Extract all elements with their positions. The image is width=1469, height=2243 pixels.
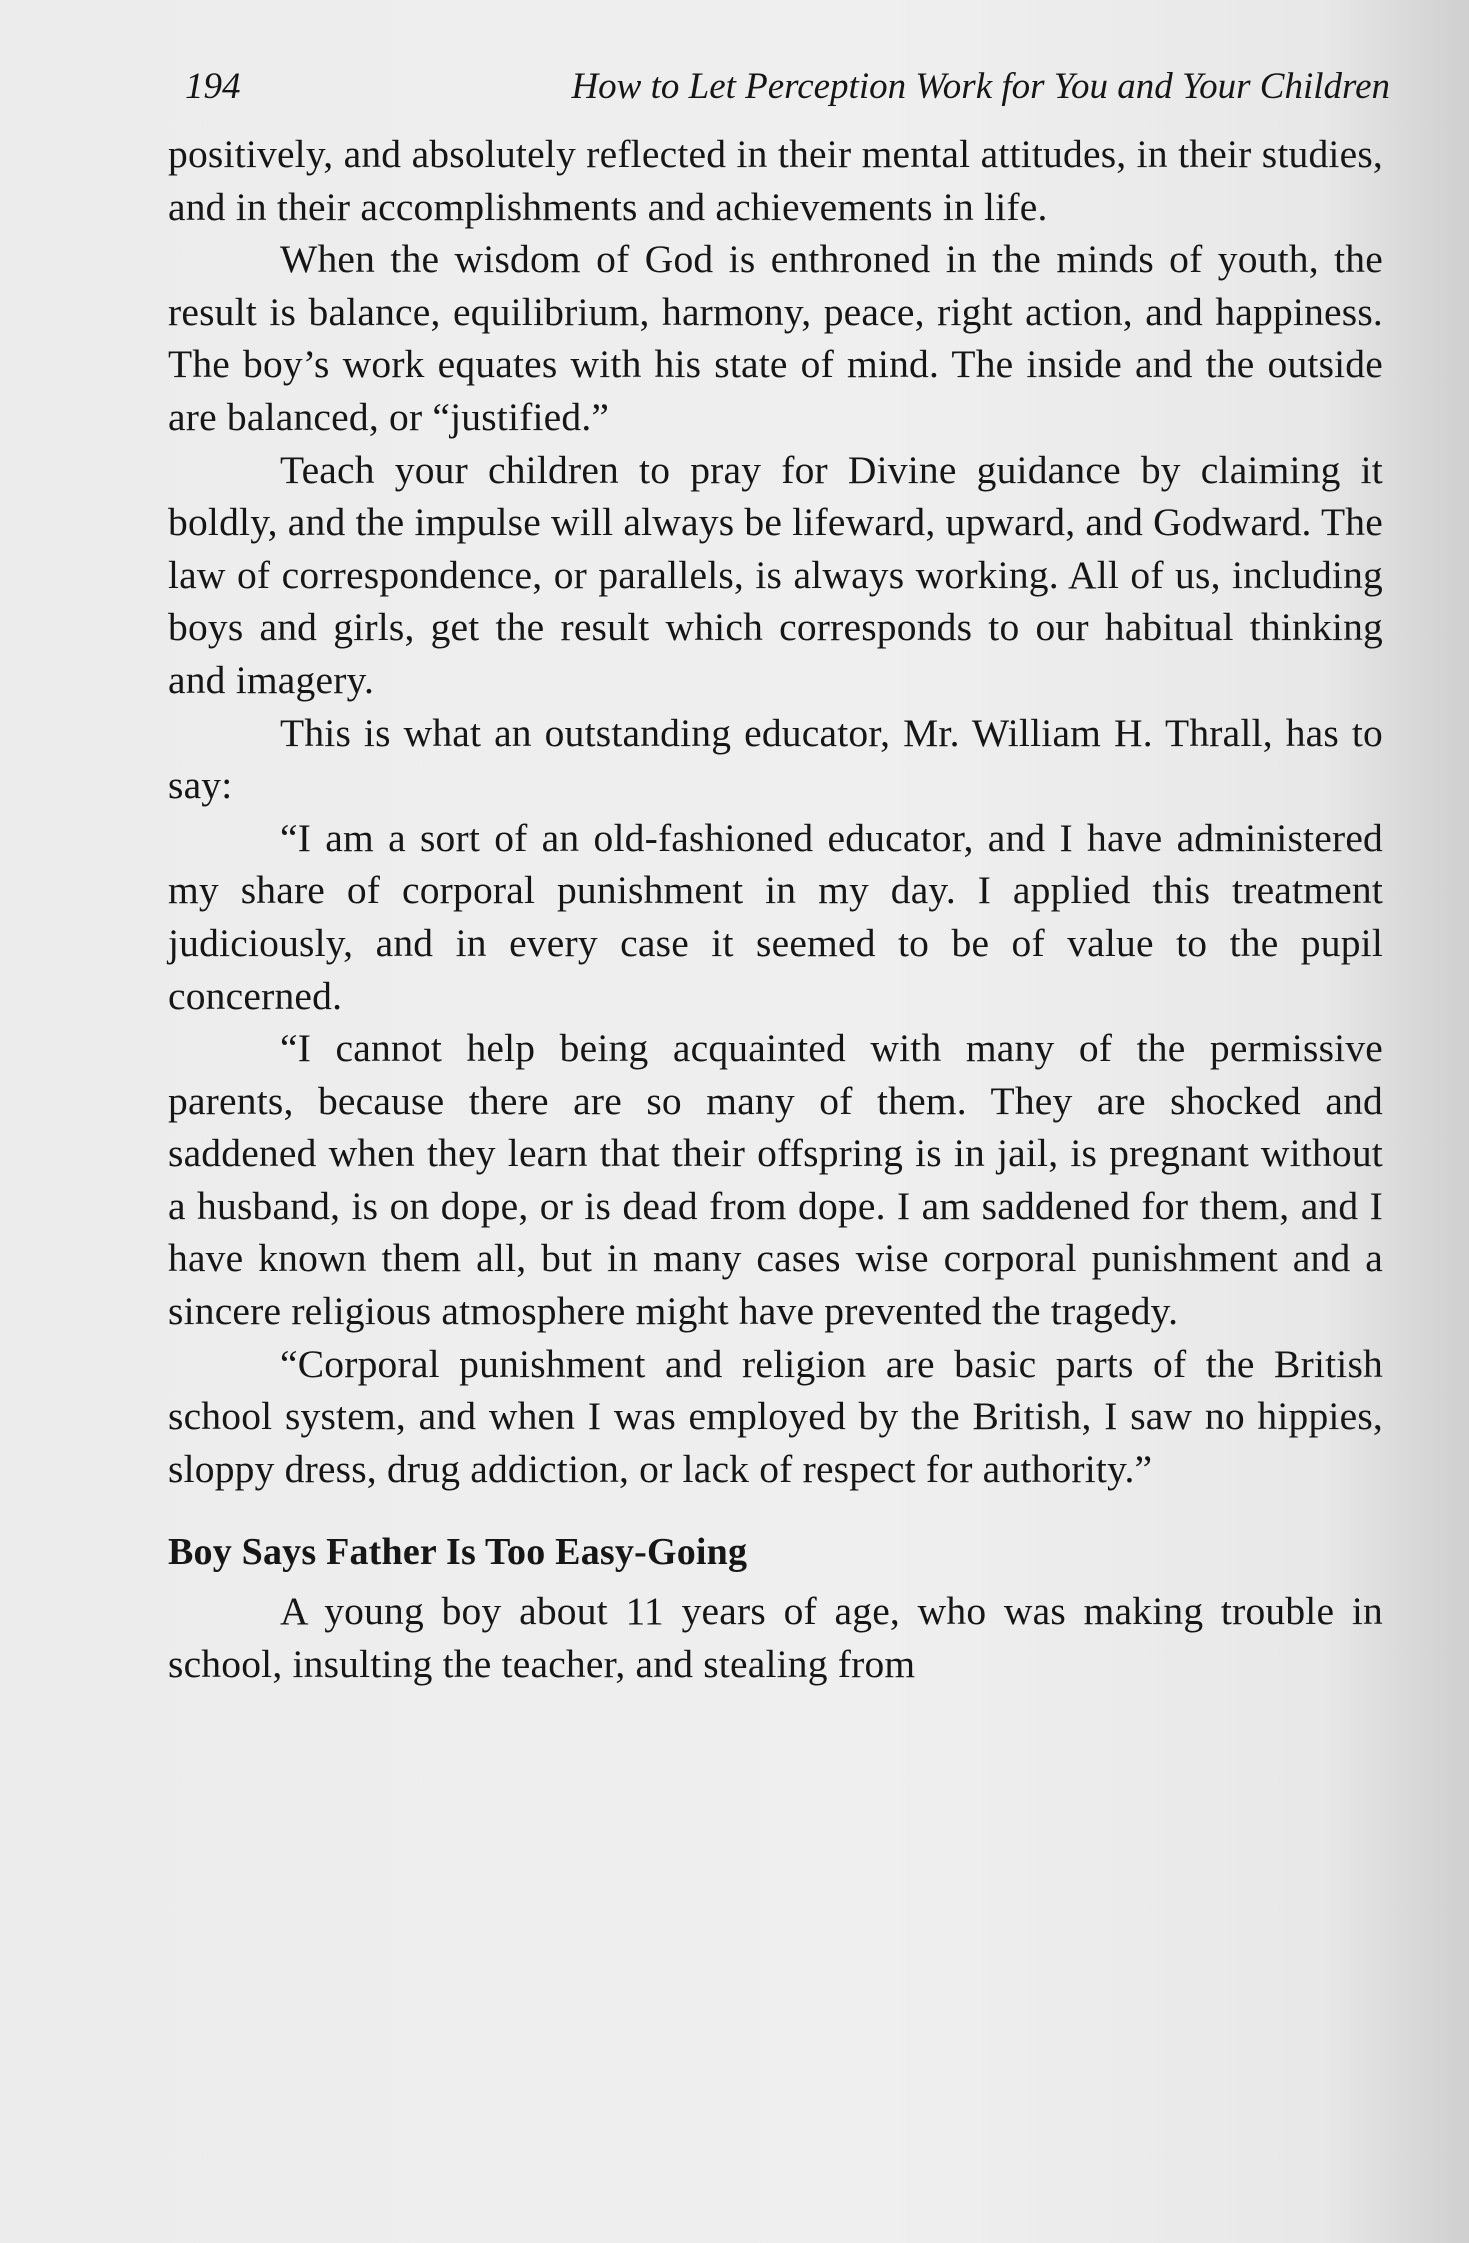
quote-paragraph: “Corporal punishment and religion are basic parts of the British school system, and when I was employed by the British, I saw no hippies, sloppy dress, drug addiction, or lack of respect for authority.”: [168, 1341, 1383, 1491]
page-number: 194: [185, 66, 241, 107]
running-title: How to Let Perception Work for You and Your Children: [571, 66, 1390, 107]
quote-paragraph: “I am a sort of an old-fashioned educator, and I have administered my share of corporal punishment in my day. I applied this treatment judiciously, and in every case it seemed to be of value to the pupil concerned.: [168, 815, 1383, 1018]
paragraph: This is what an outstanding educator, Mr. William H. Thrall, has to say:: [168, 710, 1383, 808]
quote-paragraph: “I cannot help being acquainted with many of the permissive parents, because there are so many of them. They are shocked and saddened when they learn that their offspring is in jail, is pregnant without a husband, is on dope, or is dead from dope. I am saddened for them, and I have known them all, but in many cases wise corporal punishment and a sincere religious atmosphere might have prevented the tragedy.: [168, 1026, 1383, 1334]
paragraph: When the wisdom of God is enthroned in the minds of youth, the result is balance, equilibrium, harmony, peace, right action, and happiness. The boy’s work equates with his state of mind. The inside and the outside are balanced, or “justified.”: [168, 237, 1383, 439]
section-heading: Boy Says Father Is Too Easy-Going: [168, 1531, 748, 1574]
paragraph-continued: positively, and absolutely reflected in their mental attitudes, in their studies, and in their accomplishments and achievements in life.: [168, 132, 1383, 229]
paragraph: A young boy about 11 years of age, who was making trouble in school, insulting the teacher, and stealing from: [168, 1589, 1383, 1687]
page-header: [185, 62, 1390, 112]
body-text: [168, 128, 1383, 1691]
paragraph: Teach your children to pray for Divine guidance by claiming it boldly, and the impulse will always be lifeward, upward, and Godward. The law of correspondence, or parallels, is always working. All of us, including boys and girls, get the result which corresponds to our habitual thinking and imagery.: [168, 447, 1383, 702]
